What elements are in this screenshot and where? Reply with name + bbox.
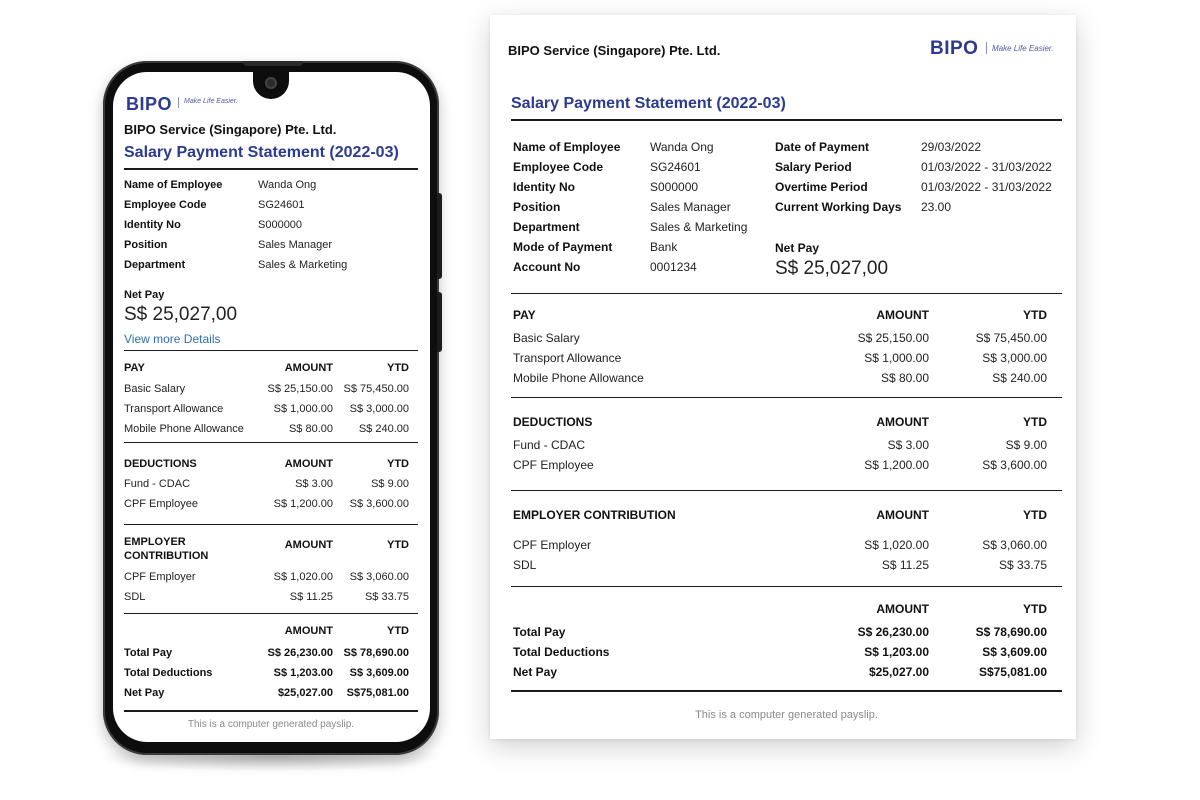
- logo-tagline: Make Life Easier.: [992, 44, 1054, 53]
- payment-date-label: Date of Payment: [775, 140, 870, 154]
- phone-volume-button: [437, 193, 442, 279]
- amount-column-header: AMOUNT: [284, 458, 333, 470]
- footer-note: This is a computer generated payslip.: [187, 719, 355, 730]
- company-name: BIPO Service (Singapore) Pte. Ltd.: [508, 43, 721, 58]
- employer-row-label: CPF Employer: [124, 571, 196, 583]
- divider: [511, 490, 1062, 491]
- deduction-row-amount: S$ 1,200.00: [864, 458, 929, 472]
- logo-tagline: Make Life Easier.: [184, 98, 238, 105]
- pay-heading: PAY: [124, 362, 145, 374]
- employer-row-label: CPF Employer: [513, 538, 592, 552]
- identity-value: S000000: [258, 219, 303, 231]
- divider: [511, 690, 1062, 692]
- ytd-column-header: YTD: [1023, 602, 1047, 616]
- total-row-ytd: S$ 78,690.00: [343, 647, 409, 659]
- overtime-period-label: Overtime Period: [775, 180, 868, 194]
- employee-code: SG24601: [258, 199, 305, 211]
- phone-speaker: [243, 61, 303, 66]
- deduction-row-ytd: S$ 9.00: [1005, 438, 1047, 452]
- ytd-column-header: YTD: [387, 362, 409, 374]
- employer-row-label: SDL: [513, 558, 537, 572]
- employer-row-ytd: S$ 3,060.00: [982, 538, 1047, 552]
- company-name: BIPO Service (Singapore) Pte. Ltd.: [124, 122, 337, 137]
- front-camera-icon: [265, 77, 277, 89]
- employee-code-label: Employee Code: [124, 199, 207, 211]
- footer-note: This is a computer generated payslip.: [695, 709, 878, 721]
- total-row-ytd: S$ 3,609.00: [982, 645, 1047, 659]
- position-label: Position: [124, 239, 168, 251]
- pay-row-amount: S$ 1,000.00: [273, 403, 333, 415]
- ytd-column-header: YTD: [387, 539, 409, 551]
- working-days-label: Current Working Days: [775, 200, 902, 214]
- statement-title: Salary Payment Statement (2022-03): [511, 95, 786, 112]
- employer-row-amount: S$ 1,020.00: [864, 538, 929, 552]
- divider: [124, 168, 418, 170]
- total-row-amount: S$ 26,230.00: [857, 625, 929, 639]
- ytd-column-header: YTD: [387, 458, 409, 470]
- payment-date-value: 29/03/2022: [921, 140, 982, 154]
- total-row-label: Net Pay: [124, 687, 165, 699]
- account-no-value: 0001234: [650, 260, 697, 274]
- pay-row-ytd: S$ 75,450.00: [343, 383, 409, 395]
- deduction-row-label: Fund - CDAC: [513, 438, 586, 452]
- total-row-amount: $25,027.00: [277, 687, 333, 699]
- amount-column-header: AMOUNT: [284, 362, 333, 374]
- pay-row-label: Basic Salary: [513, 331, 580, 345]
- ytd-column-header: YTD: [1023, 508, 1047, 522]
- salary-period-value: 01/03/2022 - 31/03/2022: [921, 160, 1052, 174]
- department-label: Department: [124, 259, 186, 271]
- identity-label: Identity No: [124, 219, 181, 231]
- deductions-heading: DEDUCTIONS: [513, 415, 593, 429]
- deduction-row-amount: S$ 3.00: [887, 438, 929, 452]
- total-row-label: Total Deductions: [124, 667, 213, 679]
- amount-column-header: AMOUNT: [876, 308, 929, 322]
- total-row-ytd: S$75,081.00: [978, 665, 1047, 679]
- working-days-value: 23.00: [921, 200, 952, 214]
- employer-row-amount: S$ 11.25: [881, 558, 929, 572]
- salary-period-label: Salary Period: [775, 160, 852, 174]
- deductions-heading: DEDUCTIONS: [124, 458, 197, 470]
- employer-row-amount: S$ 1,020.00: [273, 571, 333, 583]
- employee-name-label: Name of Employee: [124, 179, 223, 191]
- net-pay-label: Net Pay: [124, 289, 165, 301]
- amount-column-header: AMOUNT: [876, 508, 929, 522]
- deduction-row-amount: S$ 3.00: [295, 478, 333, 490]
- deduction-row-label: CPF Employee: [124, 498, 198, 510]
- account-no-label: Account No: [513, 260, 581, 274]
- divider: [124, 442, 418, 443]
- total-row-ytd: S$ 3,609.00: [349, 667, 409, 679]
- employee-name-label: Name of Employee: [513, 140, 621, 154]
- logo-divider: [986, 42, 987, 54]
- identity-label: Identity No: [513, 180, 575, 194]
- employer-row-amount: S$ 11.25: [289, 591, 333, 603]
- pay-row-amount: S$ 1,000.00: [864, 351, 929, 365]
- pay-row-label: Transport Allowance: [513, 351, 622, 365]
- total-row-label: Total Pay: [124, 647, 173, 659]
- pay-row-ytd: S$ 240.00: [358, 423, 409, 435]
- pay-row-amount: S$ 25,150.00: [267, 383, 333, 395]
- payment-mode-label: Mode of Payment: [513, 240, 613, 254]
- net-pay-value: S$ 25,027,00: [775, 258, 889, 279]
- identity-value: S000000: [650, 180, 699, 194]
- employee-name: Wanda Ong: [258, 179, 317, 191]
- total-row-amount: S$ 26,230.00: [267, 647, 333, 659]
- total-row-label: Net Pay: [513, 665, 558, 679]
- deduction-row-label: CPF Employee: [513, 458, 594, 472]
- position-label: Position: [513, 200, 561, 214]
- pay-row-ytd: S$ 3,000.00: [982, 351, 1047, 365]
- pay-heading: PAY: [513, 308, 536, 322]
- employer-heading: EMPLOYER CONTRIBUTION: [513, 508, 676, 522]
- employee-code: SG24601: [650, 160, 701, 174]
- divider: [511, 397, 1062, 398]
- pay-row-label: Mobile Phone Allowance: [513, 371, 644, 385]
- divider: [511, 119, 1062, 121]
- divider: [124, 350, 418, 351]
- divider: [511, 293, 1062, 294]
- department-label: Department: [513, 220, 580, 234]
- pay-row-ytd: S$ 240.00: [992, 371, 1047, 385]
- overtime-period-value: 01/03/2022 - 31/03/2022: [921, 180, 1052, 194]
- department-value: Sales & Marketing: [650, 220, 748, 234]
- ytd-column-header: YTD: [1023, 415, 1047, 429]
- pay-row-label: Transport Allowance: [124, 403, 224, 415]
- employee-name: Wanda Ong: [650, 140, 714, 154]
- logo-brand: BIPO: [126, 94, 173, 114]
- deduction-row-ytd: S$ 3,600.00: [349, 498, 409, 510]
- logo-brand: BIPO: [930, 38, 979, 59]
- amount-column-header: AMOUNT: [284, 539, 333, 551]
- deduction-row-ytd: S$ 3,600.00: [982, 458, 1047, 472]
- employer-row-ytd: S$ 33.75: [364, 591, 409, 603]
- total-row-ytd: S$75,081.00: [346, 687, 409, 699]
- employer-heading-line1: EMPLOYER: [124, 536, 186, 548]
- amount-column-header: AMOUNT: [876, 415, 929, 429]
- pay-row-label: Basic Salary: [124, 383, 186, 395]
- employer-row-ytd: S$ 3,060.00: [349, 571, 409, 583]
- employee-code-label: Employee Code: [513, 160, 604, 174]
- divider: [124, 613, 418, 614]
- net-pay-value: S$ 25,027,00: [124, 304, 238, 325]
- pay-row-amount: S$ 80.00: [288, 423, 333, 435]
- total-row-label: Total Pay: [513, 625, 566, 639]
- deduction-row-amount: S$ 1,200.00: [273, 498, 333, 510]
- ytd-column-header: YTD: [387, 625, 409, 637]
- divider: [511, 586, 1062, 587]
- phone-power-button: [437, 292, 442, 352]
- divider: [124, 710, 418, 712]
- total-row-label: Total Deductions: [513, 645, 610, 659]
- total-row-amount: S$ 1,203.00: [273, 667, 333, 679]
- payment-mode-value: Bank: [650, 240, 678, 254]
- divider: [124, 524, 418, 525]
- department-value: Sales & Marketing: [258, 259, 348, 271]
- employer-row-label: SDL: [124, 591, 146, 603]
- pay-row-label: Mobile Phone Allowance: [124, 423, 244, 435]
- amount-column-header: AMOUNT: [876, 602, 929, 616]
- ytd-column-header: YTD: [1023, 308, 1047, 322]
- employer-row-ytd: S$ 33.75: [998, 558, 1047, 572]
- pay-row-amount: S$ 25,150.00: [857, 331, 929, 345]
- net-pay-label: Net Pay: [775, 241, 820, 255]
- position-value: Sales Manager: [650, 200, 731, 214]
- deduction-row-ytd: S$ 9.00: [371, 478, 409, 490]
- amount-column-header: AMOUNT: [284, 625, 333, 637]
- position-value: Sales Manager: [258, 239, 332, 251]
- pay-row-ytd: S$ 3,000.00: [349, 403, 409, 415]
- view-more-details-link[interactable]: View more Details: [124, 332, 221, 346]
- pay-row-amount: S$ 80.00: [880, 371, 929, 385]
- logo-divider: [178, 97, 179, 108]
- total-row-amount: $25,027.00: [868, 665, 929, 679]
- statement-title: Salary Payment Statement (2022-03): [124, 144, 399, 161]
- total-row-ytd: S$ 78,690.00: [975, 625, 1047, 639]
- total-row-amount: S$ 1,203.00: [864, 645, 929, 659]
- pay-row-ytd: S$ 75,450.00: [975, 331, 1047, 345]
- employer-heading-line2: CONTRIBUTION: [124, 550, 209, 562]
- deduction-row-label: Fund - CDAC: [124, 478, 191, 490]
